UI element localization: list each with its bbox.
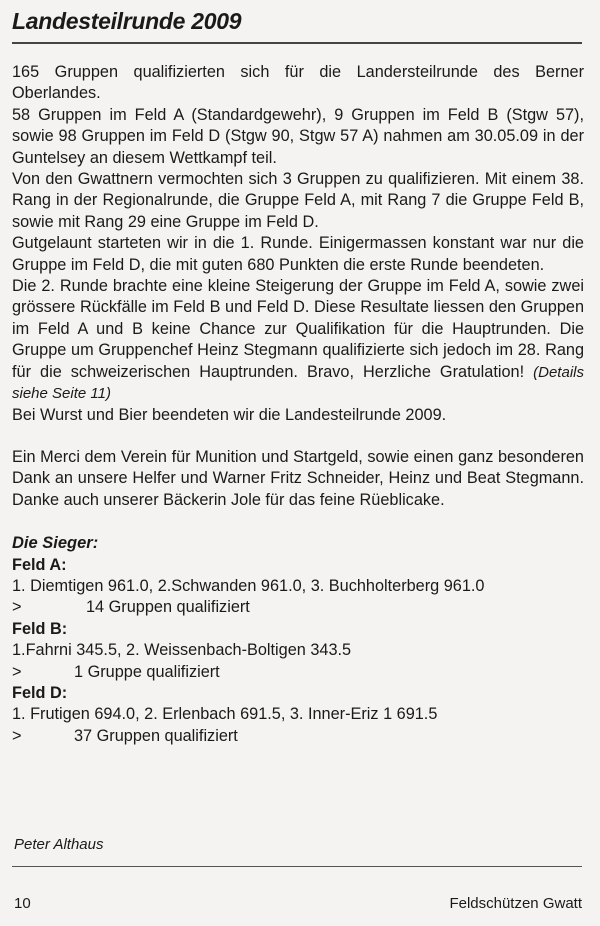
- winners-heading: Die Sieger:: [12, 534, 99, 553]
- field-d-results: 1. Frutigen 694.0, 2. Erlenbach 691.5, 3. Inner-Eriz 1 691.5: [12, 705, 438, 724]
- paragraph-gwatt: Von den Gwattnern vermochten sich 3 Gruppen zu qualifizieren. Mit einem 38. Rang in der Regionalrunde, die Gruppe Feld A, mit Rang 7 die Gruppe Feld B, sowie mit Rang 29 eine Gruppe im Feld D.: [12, 170, 584, 231]
- spacer: [12, 426, 584, 447]
- article-body: [12, 62, 584, 747]
- field-a-results: 1. Diemtigen 961.0, 2.Schwanden 961.0, 3. Buchholterberg 961.0: [12, 576, 485, 595]
- title-divider: [12, 42, 582, 44]
- author-name: Peter Althaus: [14, 836, 104, 853]
- field-d-qualified: 37 Gruppen qualifiziert: [74, 726, 238, 745]
- arrow-marker: >: [12, 598, 22, 617]
- field-b-label: Feld B:: [12, 619, 68, 638]
- field-b-qualified: 1 Gruppe qualifiziert: [74, 662, 220, 681]
- paragraph-groups: 58 Gruppen im Feld A (Standardgewehr), 9 Gruppen im Feld B (Stgw 57), sowie 98 Gruppen im Feld D (Stgw 90, Stgw 57 A) nahmen am 30.05.09 in der Guntelsey an diesem Wettkampf teil.: [12, 105, 584, 167]
- field-a-qualified-row: [12, 597, 584, 618]
- field-b-qualified-row: [12, 662, 584, 683]
- paragraph-intro: 165 Gruppen qualifizierten sich für die Landersteilrunde des Berner Oberlandes.: [12, 63, 584, 103]
- arrow-marker: >: [12, 662, 22, 681]
- paragraph-round1: Gutgelaunt starteten wir in die 1. Runde. Einigermassen konstant war nur die Gruppe im Feld D, die mit guten 680 Punkten die erste Runde beendeten.: [12, 234, 584, 274]
- article-title: Landesteilrunde 2009: [12, 8, 242, 34]
- field-d-label: Feld D:: [12, 683, 68, 702]
- details-reference: (Details siehe Seite 11): [12, 363, 584, 403]
- paragraph-round2: [12, 276, 584, 404]
- footer-divider: [12, 866, 582, 867]
- publication-name: Feldschützen Gwatt: [449, 895, 582, 912]
- spacer: [12, 511, 584, 533]
- round2-text: Die 2. Runde brachte eine kleine Steigerung der Gruppe im Feld A, sowie zwei grössere Rückfälle im Feld B und Feld D. Diese Resultate liessen den Gruppen im Feld A und B keine Chance zur Qualifikation für die Hauptrunden. Die Gruppe um Gruppenchef Heinz Stegmann qualifizierte sich jedoch im 28. Rang für die schweizerischen Hauptrunden. Bravo, Herzliche Gratulation!: [12, 277, 584, 381]
- arrow-marker: >: [12, 726, 22, 745]
- paragraph-thanks: Ein Merci dem Verein für Munition und Startgeld, sowie einen ganz besonderen Dank an unsere Helfer und Warner Fritz Schneider, Heinz und Beat Stegmann. Danke auch unserer Bäckerin Jole für das feine Rüeblicake.: [12, 447, 584, 509]
- field-b-results: 1.Fahrni 345.5, 2. Weissenbach-Boltigen 343.5: [12, 641, 352, 660]
- page-number: 10: [14, 895, 31, 912]
- field-a-label: Feld A:: [12, 555, 67, 574]
- field-d-qualified-row: [12, 726, 584, 747]
- field-a-qualified: 14 Gruppen qualifiziert: [86, 598, 250, 617]
- paragraph-closing: Bei Wurst und Bier beendeten wir die Landesteilrunde 2009.: [12, 405, 447, 424]
